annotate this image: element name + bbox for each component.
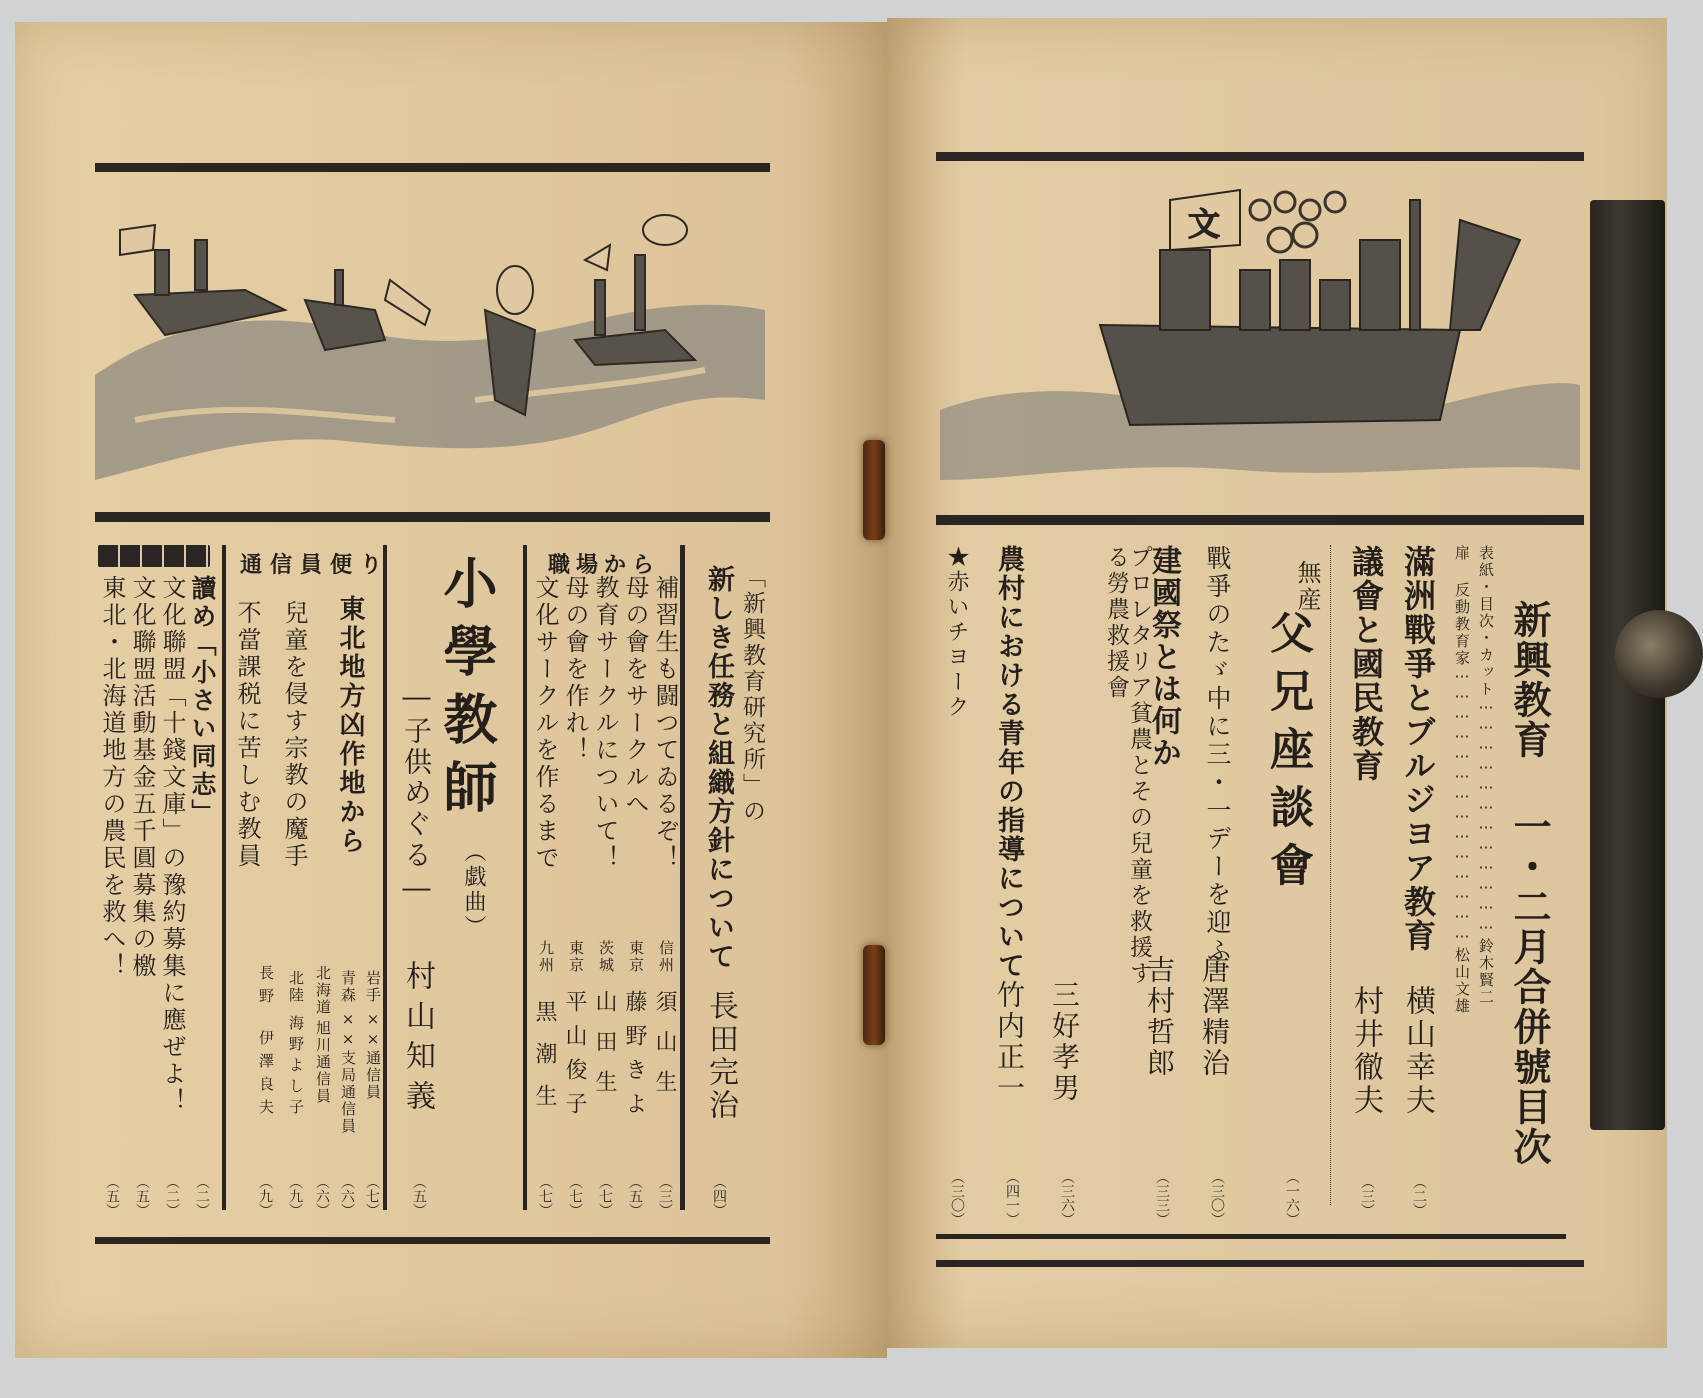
shokuba-lead-page: （四） xyxy=(711,1175,727,1217)
right-mid-rule xyxy=(936,515,1584,525)
right-top-rule xyxy=(936,152,1584,161)
toc-entry-2-title: 議會と國民教育 xyxy=(1347,545,1385,783)
tsushin-item-3-place: 北海道 xyxy=(314,965,332,1016)
shogaku-subtitle: ―子供めぐる― xyxy=(400,680,433,907)
toc-entry-6-author: 三好孝男 xyxy=(1048,980,1081,1104)
binding-staple-bottom xyxy=(863,945,885,1045)
credits-line-1: 表紙・目次・カット⋯⋯⋯⋯⋯⋯⋯⋯⋯⋯⋯⋯鈴木賢二 xyxy=(1477,545,1495,1006)
tsushin-item-2-page: （六） xyxy=(339,1175,355,1217)
toc-entry-5-author: 吉村哲郎 xyxy=(1143,955,1176,1079)
tsushin-item-3-author: 旭川通信員 xyxy=(314,1020,332,1105)
toc-entry-6-page: （三六） xyxy=(1059,1170,1075,1226)
toc-entry-5-page: （三三） xyxy=(1154,1170,1170,1226)
toc-entry-8-page: （三〇） xyxy=(949,1170,965,1226)
tsushin-item-5-place: 長野 xyxy=(257,965,275,1011)
shokuba-item-2-page: （五） xyxy=(627,1175,643,1217)
tsushin-item-3-page: （六） xyxy=(314,1175,330,1217)
left-mid-rule xyxy=(95,512,770,522)
shokuba-item-3-author: 山田生 xyxy=(592,990,617,1110)
toc-entry-2-author: 村井徹夫 xyxy=(1348,985,1383,1117)
shogaku-page: （五） xyxy=(411,1175,427,1217)
shokuba-item-1-place: 信州 xyxy=(657,940,675,974)
yome-page-4: （五） xyxy=(104,1175,120,1217)
left-divider-4 xyxy=(222,545,226,1210)
toc-entry-3-page: （一六） xyxy=(1284,1170,1300,1226)
shokuba-item-4-author: 平山俊子 xyxy=(562,990,587,1126)
shokuba-lead-2: 新しき任務と組織方針について xyxy=(703,565,734,971)
toc-entry-4-author: 唐澤精治 xyxy=(1198,955,1231,1079)
toc-separator xyxy=(1330,545,1332,1205)
shokuba-item-4-page: （七） xyxy=(567,1175,583,1217)
shokuba-lead-author: 長田完治 xyxy=(703,990,738,1122)
yome-line-3: 文化聯盟活動基金五千圓募集の檄 xyxy=(128,575,156,980)
toc-entry-8-title: ★赤いチヨーク xyxy=(944,545,969,720)
yome-page-2: （二） xyxy=(164,1175,180,1217)
toc-entry-4-page: （三〇） xyxy=(1209,1170,1225,1226)
shogaku-title: 小學教師 xyxy=(435,555,499,827)
toc-entry-7-author: 竹内正一 xyxy=(993,980,1026,1104)
shokuba-item-5-author: 黒潮生 xyxy=(532,1000,557,1126)
tsushin-header: 通信員便り xyxy=(240,552,391,578)
shokuba-lead: 「新興教育研究所」の xyxy=(739,565,765,825)
shokuba-item-5-page: （七） xyxy=(537,1175,553,1217)
toc-entry-6-title: プロレタリア貧農とその兒童を救援する勞農救援會 xyxy=(1103,545,1152,987)
tsushin-item-5-title: 不當課税に苦しむ教員 xyxy=(233,600,261,870)
shokuba-item-2-place: 東京 xyxy=(627,940,645,974)
binder-clip-knob xyxy=(1615,610,1703,698)
yome-line-2: 文化聯盟「十錢文庫」の豫約募集に應ぜよ！ xyxy=(158,575,186,1115)
tsushin-item-4-place: 北陸 xyxy=(287,970,305,1004)
shokuba-item-2-author: 藤野きよ xyxy=(622,990,647,1126)
tsushin-item-1-author: ××通信員 xyxy=(364,1010,382,1101)
toc-entry-5-title: 建國祭とは何か xyxy=(1146,545,1181,769)
shokuba-item-3-title: 教育サークルについて！ xyxy=(591,575,619,872)
yome-line-1: 讀め「小さい同志」 xyxy=(188,575,217,827)
toc-entry-4-title: 戰爭のたゞ中に三・一デーを迎ふ xyxy=(1203,545,1232,965)
binding-staple-top xyxy=(863,440,885,540)
toc-entry-3-title: 父兄座談會 xyxy=(1262,610,1313,900)
yome-page-3: （五） xyxy=(134,1175,150,1217)
right-sub-rule xyxy=(936,1234,1566,1239)
shokuba-item-5-place: 九州 xyxy=(537,940,555,974)
tsushin-item-4-page: （九） xyxy=(287,1175,303,1217)
left-bottom-rule xyxy=(95,1237,770,1244)
credits-line-2: 扉 反動教育家⋯⋯⋯⋯⋯⋯⋯⋯⋯⋯⋯⋯⋯⋯松山文雄 xyxy=(1453,545,1471,1015)
svg-text:文: 文 xyxy=(1188,205,1221,243)
tsushin-item-1-place: 岩手 xyxy=(364,970,382,1004)
sinking-ships-illustration xyxy=(95,200,765,495)
shokuba-item-1-page: （三） xyxy=(657,1175,673,1217)
left-divider-3 xyxy=(383,545,387,1210)
shokuba-header: 職場から xyxy=(548,552,661,578)
tsushin-item-2-place: 青森 xyxy=(339,970,357,1004)
left-top-rule xyxy=(95,163,770,172)
shokuba-item-3-page: （七） xyxy=(597,1175,613,1217)
tsushin-item-2-author: ××支局通信員 xyxy=(339,1010,357,1135)
tsushin-item-4-author: 海野よし子 xyxy=(287,1015,305,1120)
left-divider-2 xyxy=(523,545,527,1210)
tsushin-item-1-title: 東北地方凶作地から xyxy=(335,595,365,856)
shogaku-genre: （戯曲） xyxy=(461,840,486,940)
shokuba-item-4-title: 母の會を作れ！ xyxy=(561,575,589,764)
tsushin-item-1-page: （七） xyxy=(364,1175,380,1217)
shokuba-item-1-title: 補習生も闘つてゐるぞ！ xyxy=(651,575,679,872)
yome-page-1: （二） xyxy=(194,1175,210,1217)
toc-entry-2-page: （三） xyxy=(1359,1175,1375,1217)
tsushin-item-5-page: （九） xyxy=(257,1175,273,1217)
toc-entry-1-page: （二） xyxy=(1411,1175,1427,1217)
shokuba-item-3-place: 茨城 xyxy=(597,940,615,974)
toc-entry-1-author: 横山幸夫 xyxy=(1400,985,1435,1117)
toc-entry-3-prefix: 無産 xyxy=(1293,560,1321,614)
shogaku-author: 村山知義 xyxy=(400,960,435,1120)
tsushin-item-5-author: 伊澤良夫 xyxy=(257,1030,275,1122)
right-bottom-rule xyxy=(936,1260,1584,1267)
toc-entry-1-title: 滿洲戰爭とブルジヨア教育 xyxy=(1399,545,1437,953)
shokuba-item-5-title: 文化サークルを作るまで xyxy=(531,575,559,872)
yome-ornament-header xyxy=(98,545,210,567)
shokuba-item-4-place: 東京 xyxy=(567,940,585,974)
toc-entry-7-title: 農村における青年の指導について xyxy=(993,545,1024,980)
left-divider-1 xyxy=(680,545,685,1210)
shokuba-item-2-title: 母の會をサークルへ xyxy=(621,575,649,818)
tsushin-item-3-title: 兒童を侵す宗教の魔手 xyxy=(280,600,308,870)
shokuba-item-1-author: 須山生 xyxy=(652,990,677,1110)
toc-title: 新興教育 一・二月合併號目次 xyxy=(1507,600,1552,1167)
battleship-illustration xyxy=(940,180,1580,490)
yome-line-4: 東北・北海道地方の農民を救へ！ xyxy=(98,575,126,980)
toc-entry-7-page: （四一） xyxy=(1004,1170,1020,1226)
